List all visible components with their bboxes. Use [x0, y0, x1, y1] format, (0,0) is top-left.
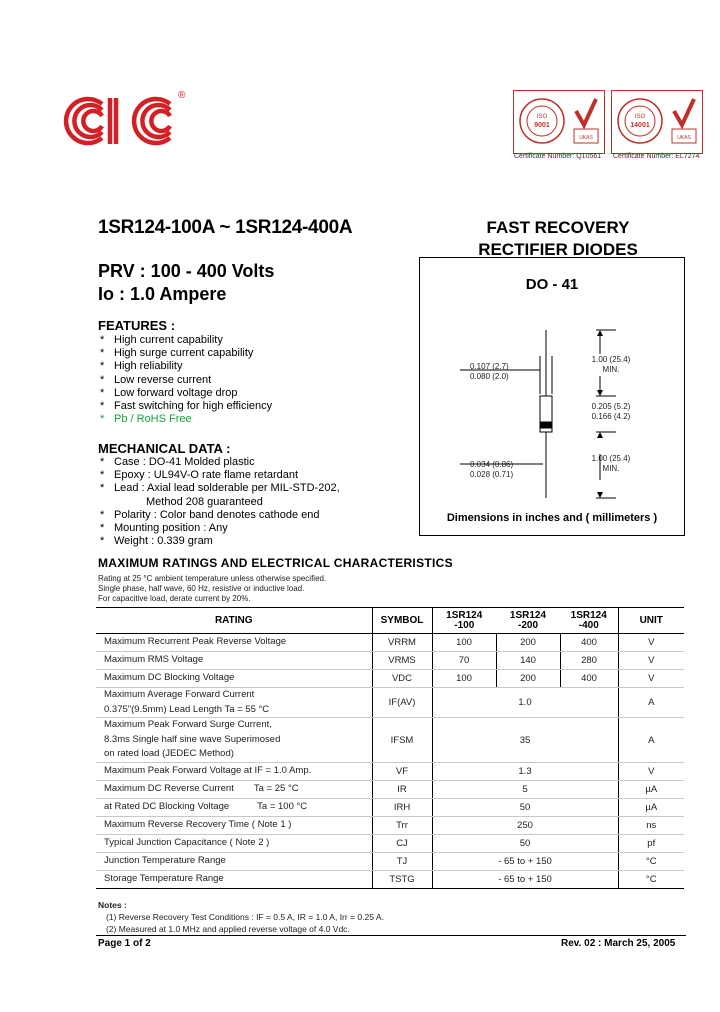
- do41-outline-drawing: [420, 258, 686, 537]
- revision-date: Rev. 02 : March 25, 2005: [561, 938, 676, 949]
- features-list: [100, 334, 272, 426]
- table-row: Maximum DC Blocking Voltage VDC 100 200 400 V: [96, 670, 684, 688]
- table-row: at Rated DC Blocking Voltage Ta = 100 °C IRH 50 µA: [96, 799, 684, 817]
- page-number: Page 1 of 2: [98, 938, 151, 949]
- ratings-heading: MAXIMUM RATINGS AND ELECTRICAL CHARACTERISTICS: [98, 556, 453, 570]
- eic-logo: [62, 86, 192, 156]
- svg-text:14001: 14001: [630, 122, 650, 129]
- list-item-rohs: * Pb / RoHS Free: [100, 413, 192, 426]
- package-name: DO - 41: [525, 276, 579, 293]
- list-item: * Mounting position : Any: [100, 522, 228, 535]
- header-rating: RATING: [96, 608, 372, 634]
- dimensions-caption: Dimensions in inches and ( millimeters ): [446, 512, 658, 524]
- header-unit: UNIT: [618, 608, 684, 634]
- iso14001-seal-icon: [612, 91, 704, 155]
- device-category: [468, 217, 648, 261]
- io-rating: Io : 1.0 Ampere: [98, 284, 227, 304]
- svg-text:ISO: ISO: [634, 114, 646, 120]
- table-row: Maximum Recurrent Peak Reverse Voltage VRRM 100 200 400 V: [96, 634, 684, 652]
- rating-conditions: Rating at 25 °C ambient temperature unless otherwise specified. Single phase, half wave, 60 Hz, resistive or inductive load. For capacitive load, derate current by 20%.: [98, 574, 327, 603]
- table-row: Storage Temperature Range TSTG - 65 to + 150 °C: [96, 871, 684, 889]
- certificate-caption-1: Certificate Number: Q10561: [514, 153, 602, 160]
- certificate-caption-2: Certificate Number: EL7274: [613, 153, 700, 160]
- key-ratings: [98, 260, 274, 306]
- list-item: * Low reverse current: [100, 373, 212, 386]
- list-item: Method 208 guaranteed: [146, 495, 263, 508]
- notes-heading: Notes :: [98, 900, 127, 910]
- table-row: Maximum DC Reverse Current Ta = 25 °C IR 5 µA: [96, 781, 684, 799]
- table-row: Maximum RMS Voltage VRMS 70 140 280 V: [96, 652, 684, 670]
- list-item: * Epoxy : UL94V-O rate flame retardant: [100, 469, 299, 482]
- dim-body-length: 0.205 (5.2) 0.166 (4.2): [591, 402, 631, 421]
- list-item: * High current capability: [100, 334, 223, 346]
- header-1sr124-200: 1SR124 -200: [496, 608, 560, 634]
- features-heading: FEATURES :: [98, 318, 176, 333]
- list-item: * Lead : Axial lead solderable per MIL-STD-202,: [100, 482, 340, 495]
- svg-text:9001: 9001: [534, 122, 550, 129]
- list-item: * Weight : 0.339 gram: [100, 535, 213, 548]
- eic-logo-graphic: [62, 86, 192, 156]
- table-row: Maximum Peak Forward Surge Current, 8.3ms Single half sine wave Superimosed on rated load (JEDEC Method) IFSM 35 A: [96, 718, 684, 763]
- iso14001-certificate-badge: [611, 90, 703, 154]
- footer-divider: [96, 935, 686, 936]
- mechanical-heading: MECHANICAL DATA :: [98, 441, 231, 456]
- category-line-2: RECTIFIER DIODES: [478, 240, 638, 259]
- ratings-table: [96, 607, 684, 889]
- iso9001-seal-icon: [514, 91, 606, 155]
- table-row: Maximum Reverse Recovery Time ( Note 1 ) Trr 250 ns: [96, 817, 684, 835]
- dim-lead-diameter: 0.034 (0.86) 0.028 (0.71): [470, 460, 514, 479]
- header-1sr124-400: 1SR124 -400: [560, 608, 618, 634]
- header-1sr124-100: 1SR124 -100: [432, 608, 496, 634]
- dim-body-diameter: 0.107 (2.7) 0.080 (2.0): [470, 362, 509, 381]
- list-item: * High reliability: [100, 360, 183, 373]
- table-row: Junction Temperature Range TJ - 65 to + 150 °C: [96, 853, 684, 871]
- iso9001-certificate-badge: [513, 90, 605, 154]
- mechanical-list: [100, 456, 340, 548]
- list-item: * Polarity : Color band denotes cathode end: [100, 508, 320, 521]
- list-item: * Low forward voltage drop: [100, 386, 238, 399]
- list-item: * Case : DO-41 Molded plastic: [100, 456, 255, 468]
- list-item: * High surge current capability: [100, 347, 254, 360]
- footnotes: [98, 899, 384, 935]
- svg-text:ISO: ISO: [536, 114, 548, 120]
- package-outline-box: [419, 257, 685, 536]
- note-2: (2) Measured at 1.0 MHz and applied reverse voltage of 4.0 Vdc.: [106, 924, 350, 934]
- part-number-title: 1SR124-100A ~ 1SR124-400A: [98, 217, 353, 238]
- prv-rating: PRV : 100 - 400 Volts: [98, 261, 275, 281]
- dim-lead-length-bottom: 1.00 (25.4) MIN.: [591, 454, 631, 473]
- dim-lead-length-top: 1.00 (25.4) MIN.: [591, 355, 631, 374]
- category-line-1: FAST RECOVERY: [486, 218, 630, 237]
- list-item: * Fast switching for high efficiency: [100, 400, 273, 413]
- svg-text:UKAS: UKAS: [579, 135, 593, 141]
- table-row: Typical Junction Capacitance ( Note 2 ) CJ 50 pf: [96, 835, 684, 853]
- table-row: Maximum Peak Forward Voltage at IF = 1.0 Amp. VF 1.3 V: [96, 763, 684, 781]
- note-1: (1) Reverse Recovery Test Conditions : IF = 0.5 A, IR = 1.0 A, Irr = 0.25 A.: [106, 912, 384, 922]
- registered-mark: ®: [178, 90, 186, 101]
- table-row: Maximum Average Forward Current 0.375"(9.5mm) Lead Length Ta = 55 °C IF(AV) 1.0 A: [96, 688, 684, 718]
- header-symbol: SYMBOL: [372, 608, 432, 634]
- table-header-row: [96, 608, 684, 634]
- svg-text:UKAS: UKAS: [677, 135, 691, 141]
